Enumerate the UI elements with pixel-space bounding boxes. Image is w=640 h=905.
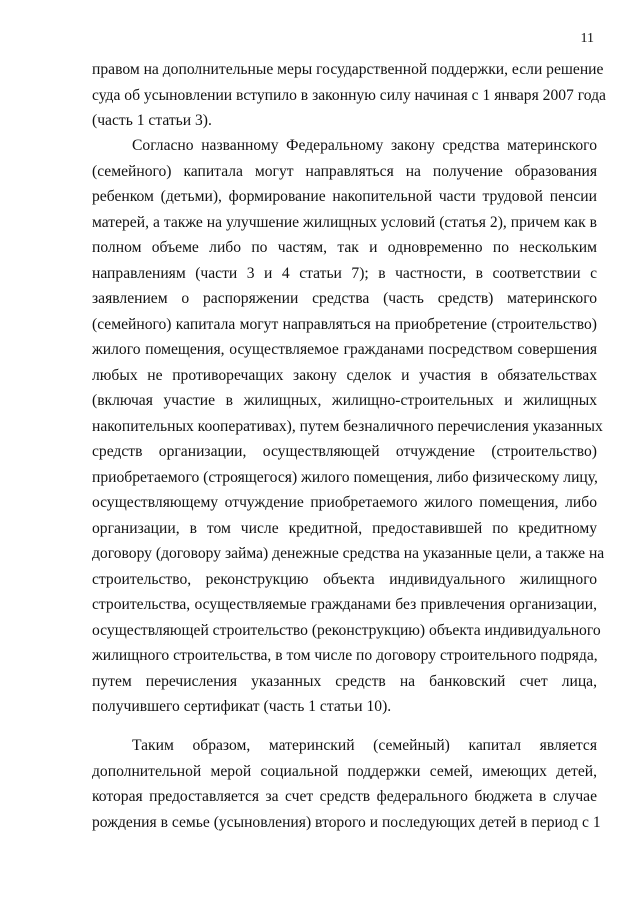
text-line: получившего сертификат (часть 1 статьи 10). [92,698,392,715]
text-line: рождения в семье (усыновления) второго и последующих детей в период с 1 [92,813,601,831]
text-line: средств организации, осуществляющей отчуждение (строительство) [92,443,597,460]
paragraph-1 [92,57,606,134]
text-line: (включая участие в жилищных, жилищно-строительных и жилищных [92,392,597,409]
text-line: жилищного строительства, в том числе по договору строительного подряда, [92,647,598,664]
text-line: договору (договору займа) денежные средства на указанные цели, а также на [92,545,605,562]
paragraph-3 [92,733,601,835]
text-line: путем перечисления указанных средств на банковский счет лица, [92,672,597,690]
text-line: строительства, осуществляемые гражданами без привлечения организации, [92,596,597,613]
paragraph-2 [92,133,605,720]
text-line: (семейного) капитала могут направляться на получение образования [92,162,597,180]
text-line: приобретаемого (строящегося) жилого помещения, либо физическому лицу, [92,468,598,486]
text-line: полном объеме либо по частям, так и одновременно по нескольким [92,239,597,256]
text-line: направлениям (части 3 и 4 статьи 7); в частности, в соответствии с [92,264,597,282]
text-line: любых не противоречащих закону сделок и участия в обязательствах [92,366,597,384]
text-line: Таким образом, материнский (семейный) капитал является [132,737,597,754]
text-line: которая предоставляется за счет средств федерального бюджета в случае [92,788,597,805]
page-number: 11 [580,31,594,46]
text-line: ребенком (детьми), формирование накопительной части трудовой пенсии [92,188,597,205]
text-line: осуществляющей строительство (реконструкцию) объекта индивидуального [92,621,601,639]
text-line: суда об усыновлении вступило в законную силу начиная с 1 января 2007 года [92,86,606,104]
text-line: (часть 1 статьи 3). [92,112,212,129]
text-line: осуществляющему отчуждение приобретаемого жилого помещения, либо [92,494,597,511]
text-line: Согласно названному Федеральному закону средства материнского [132,137,597,154]
text-line: матерей, а также на улучшение жилищных условий (статья 2), причем как в [92,213,597,231]
text-line: жилого помещения, осуществляемое гражданами посредством совершения [92,341,597,358]
text-line: строительство, реконструкцию объекта индивидуального жилищного [92,570,597,588]
text-line: правом на дополнительные меры государственной поддержки, если решение [92,61,604,78]
text-line: организации, в том числе кредитной, предоставившей по кредитному [92,519,597,537]
text-line: накопительных кооперативах), путем безналичного перечисления указанных [92,417,603,435]
text-line: заявлением о распоряжении средства (часть средств) материнского [92,290,597,307]
text-line: дополнительной мерой социальной поддержки семей, имеющих детей, [92,762,597,780]
text-line: (семейного) капитала могут направляться на приобретение (строительство) [92,315,597,333]
